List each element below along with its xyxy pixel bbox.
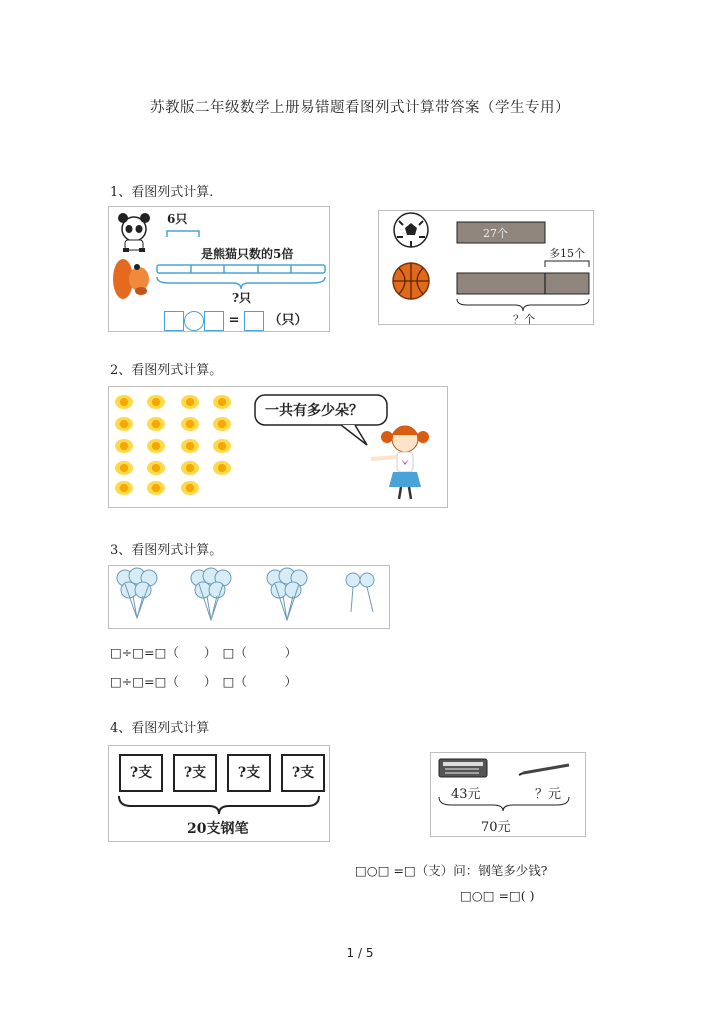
unit-label: （只） [268, 313, 308, 328]
q4-price-left: 43元 [451, 787, 481, 802]
calculator-icon [439, 759, 487, 777]
q1-heading: 1、看图列式计算. [110, 185, 214, 200]
q4-price-right: ？元 [535, 787, 562, 802]
q1-soccer-count: 27个 [483, 227, 508, 240]
q4-total-label: 20支钢笔 [187, 821, 249, 837]
basketball-icon [393, 263, 429, 299]
q3-figure [108, 565, 390, 629]
q4-equation-1[interactable]: □○□ =□（支）问：钢笔多少钱? [355, 863, 548, 878]
page-number: 1 / 5 [346, 946, 374, 960]
q1-left-figure [108, 206, 330, 332]
soccer-ball-icon [394, 213, 428, 247]
q4-heading: 4、看图列式计算 [110, 721, 210, 736]
q3-equation-1[interactable]: □÷□=□（ ） □（ ） [110, 645, 297, 660]
q4-right-figure [430, 752, 586, 837]
q4-left-figure [108, 745, 330, 842]
pen-card: ?支 [173, 754, 217, 792]
q2-figure [108, 386, 448, 508]
q4-equation-2[interactable]: □○□ =□( ) [460, 888, 535, 903]
balloon-bunch-icon [267, 568, 307, 620]
pen-card: ?支 [119, 754, 163, 792]
pen-card: ?支 [227, 754, 271, 792]
q1-unknown-label: ?只 [232, 291, 252, 305]
answer-box[interactable] [164, 311, 184, 331]
girl-icon [371, 426, 429, 499]
balloon-bunch-icon [117, 568, 157, 618]
q3-svg [109, 566, 389, 628]
q1-extra-label: 多15个 [549, 247, 585, 260]
operator-circle[interactable] [184, 311, 204, 331]
answer-box[interactable] [204, 311, 224, 331]
squirrel-icon [113, 259, 149, 299]
q3-equation-2[interactable]: □÷□=□（ ） □（ ） [110, 674, 297, 689]
q1-multiple-label: 是熊猫只数的5倍 [201, 247, 294, 261]
pen-icon [519, 765, 569, 775]
equals-sign: = [228, 313, 240, 328]
pen-card: ?支 [281, 754, 325, 792]
q1-panda-count: 6只 [167, 212, 188, 226]
q2-heading: 2、看图列式计算。 [110, 363, 223, 378]
balloon-pair-icon [346, 573, 374, 612]
panda-icon [118, 213, 150, 252]
q2-speech-text: 一共有多少朵？ [265, 403, 363, 419]
result-box[interactable] [244, 311, 264, 331]
balloon-bunch-icon [191, 568, 231, 620]
document-title: 苏教版二年级数学上册易错题看图列式计算带答案（学生专用） [150, 100, 570, 116]
q3-heading: 3、看图列式计算。 [110, 543, 223, 558]
q1-answer-row [164, 309, 308, 331]
q1-unknown-balls: ？个 [513, 313, 535, 326]
q4-price-total: 70元 [481, 820, 511, 835]
q1-right-figure [378, 210, 594, 325]
